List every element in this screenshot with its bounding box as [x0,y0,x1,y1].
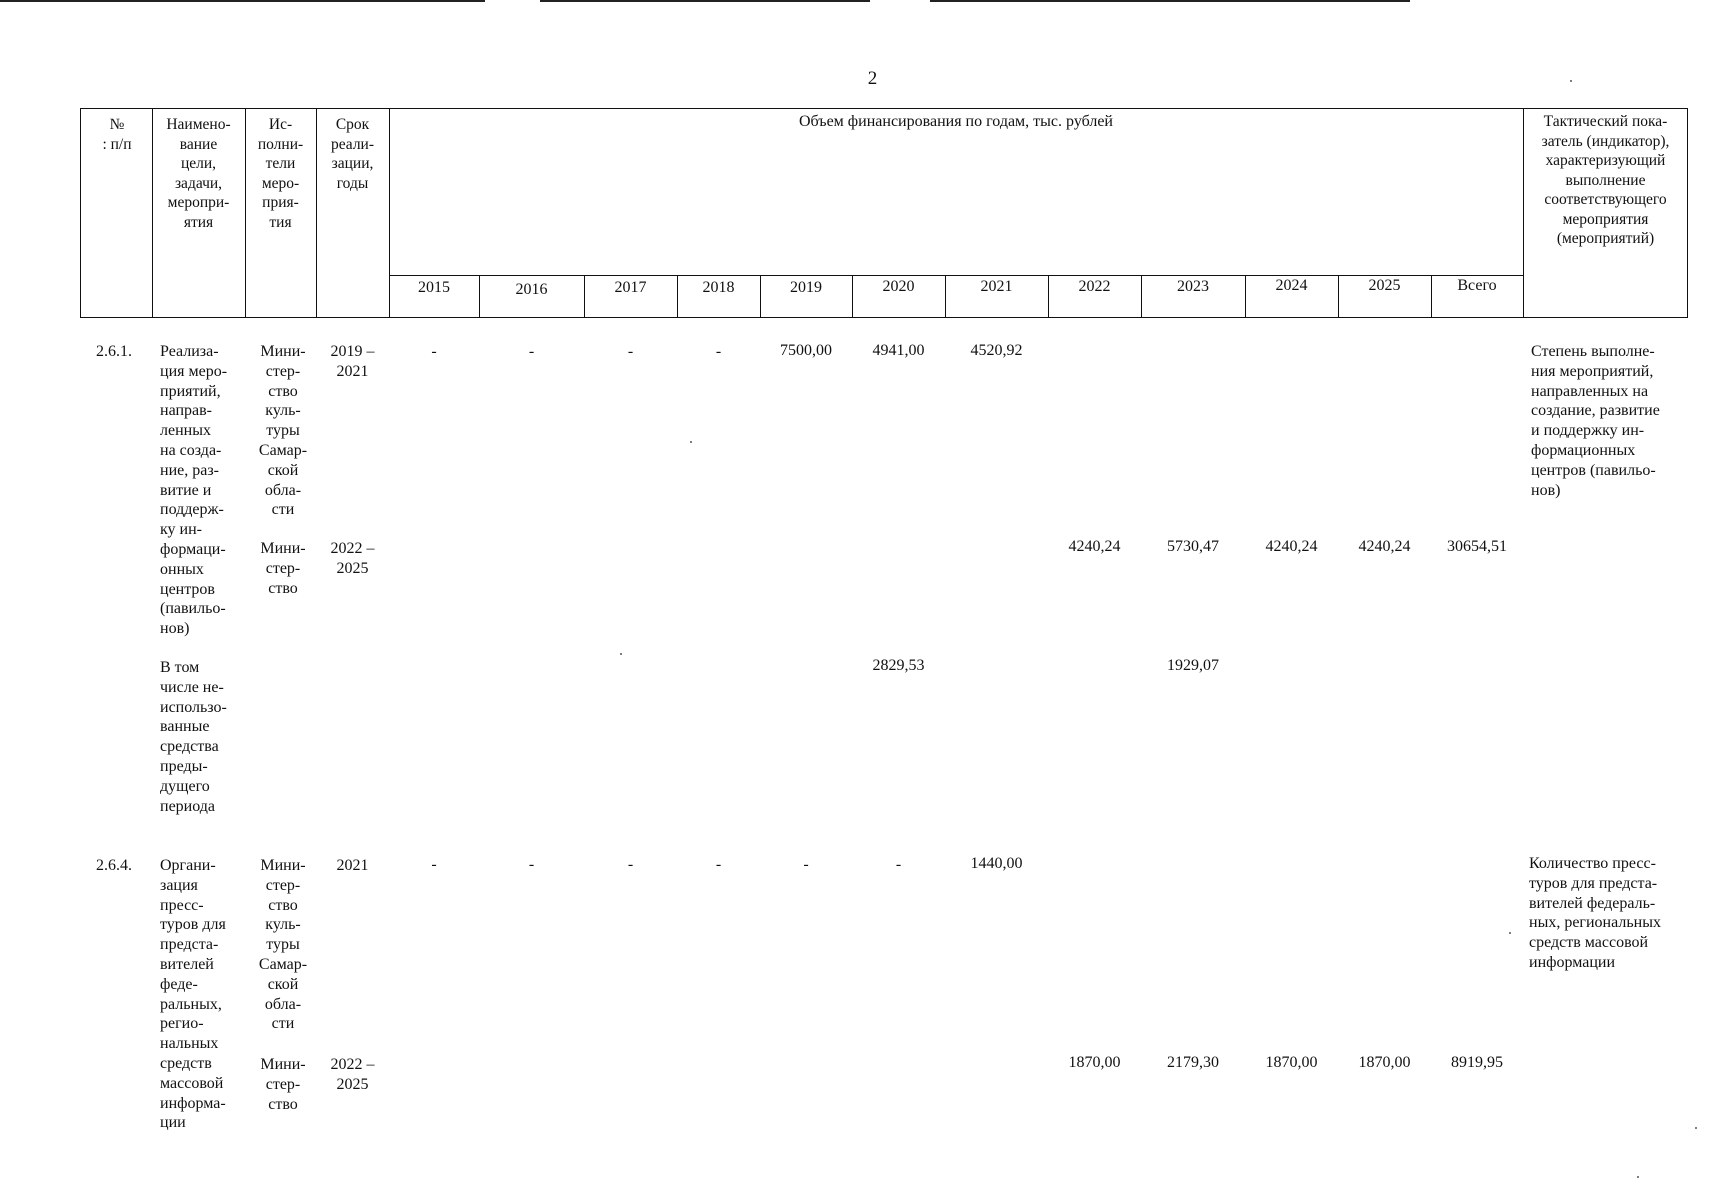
row-executor: Мини- стер- ство куль- туры Самар- ской обла- сти [258,857,308,1033]
header-number: № : п/п [102,116,132,153]
value-2020: 4941,00 [872,342,925,359]
value-2017: - [627,343,634,360]
value-2019: 7500,00 [780,342,832,359]
header-name: Наимено- вание цели, задачи, меропри- ятия [166,116,231,231]
header-executors: Ис- полни- тели меро- прия- тия [257,116,304,231]
scan-speck [1695,1127,1697,1129]
value-2023: 2179,30 [1167,1054,1219,1071]
value-2021: 4520,92 [970,342,1023,359]
year-header: Всего [1457,277,1497,294]
value-2018: - [715,856,722,873]
row-period: 2022 – 2025 [330,1056,375,1093]
value-2025: 1870,00 [1358,1054,1411,1071]
year-header: 2022 [1078,278,1111,295]
year-header: 2017 [614,279,647,296]
row-period: 2019 – 2021 [330,343,375,380]
scan-speck [620,653,622,655]
year-header: 2023 [1177,278,1209,295]
value-2024: 4240,24 [1265,538,1318,555]
value-2019: - [803,856,809,873]
row-number: 2.6.1. [96,343,132,360]
value-2025: 4240,24 [1358,538,1411,555]
year-header: 2016 [515,281,548,298]
scan-speck [1509,932,1511,934]
scan-edge [540,0,870,2]
row-name: Реализа- ция меро- приятий, направ- ленных на созда- ние, раз- витие и поддерж- ку ин- формаци- онных центров (павильо- нов) [160,343,228,638]
value-2020: - [895,856,902,873]
value-2023: 1929,07 [1167,657,1219,674]
row-executor: Мини- стер- ство куль- туры Самар- ской обла- сти [258,343,308,519]
value-2015: - [431,343,437,360]
value-2018: - [715,343,722,360]
value-2016: - [528,856,535,873]
year-header: 2024 [1275,277,1308,294]
row-indicator: Количество пресс- туров для предста- вителей федераль- ных, региональных средств массовой информации [1529,855,1661,971]
header-period: Срок реали- зации, годы [330,116,375,192]
row-number: 2.6.4. [96,857,132,874]
scan-speck [1637,1176,1639,1178]
scan-edge [930,0,1410,2]
value-2017: - [627,856,634,873]
year-header: 2015 [418,279,450,296]
value-2015: - [431,856,437,873]
row-name: Органи- зация пресс- туров для предста- вителей феде- ральных, регио- нальных средств массовой информа- ции [160,857,226,1132]
scan-speck [690,441,692,443]
value-2023: 5730,47 [1167,538,1219,555]
year-header: 2020 [882,278,915,295]
scan-speck [1570,80,1572,82]
value-total: 30654,51 [1447,538,1507,555]
value-total: 8919,95 [1451,1054,1503,1071]
value-2021: 1440,00 [970,855,1023,872]
row-period: 2021 [336,857,369,874]
page-number: 2 [867,68,878,89]
year-header: 2025 [1368,277,1401,294]
value-2022: 1870,00 [1068,1054,1121,1071]
row-executor: Мини- стер- ство [260,1056,306,1113]
header-indicator: Тактический пока- затель (индикатор), характеризующий выполнение соответствующего мероприятия (мероприятий) [1541,113,1670,247]
row-name: В том числе не- использо- ванные средства преды- дущего периода [160,659,227,815]
scan-edge [0,0,485,2]
value-2016: - [528,343,535,360]
header-funding: Объем финансирования по годам, тыс. рублей [799,113,1113,130]
row-indicator: Степень выполне- ния мероприятий, направленных на создание, развитие и поддержку ин- формационных центров (павильо- нов) [1531,343,1660,499]
row-executor: Мини- стер- ство [260,540,306,597]
value-2020: 2829,53 [872,657,925,674]
year-header: 2019 [790,279,822,296]
year-header: 2018 [702,279,735,296]
value-2022: 4240,24 [1068,538,1121,555]
row-period: 2022 – 2025 [330,540,375,577]
year-header: 2021 [980,278,1013,295]
value-2024: 1870,00 [1265,1054,1318,1071]
